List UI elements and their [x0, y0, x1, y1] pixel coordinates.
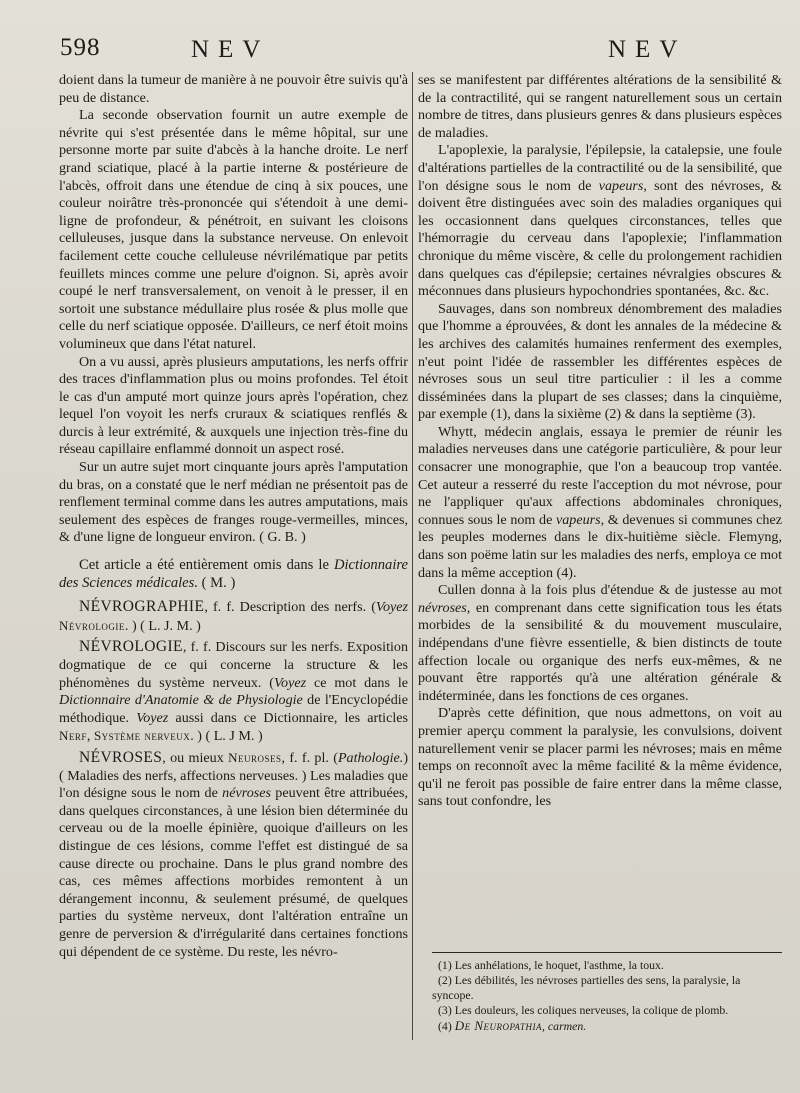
- paragraph-sauvages: [418, 301, 782, 424]
- italic-term: névroses: [418, 599, 467, 616]
- entry-body: de l'Encyclopédie méthodique.: [59, 692, 408, 726]
- dictionary-title: Dictionnaire d'Anatomie & de Physiologie: [59, 692, 303, 709]
- page-number: 598: [60, 34, 101, 61]
- entry-body: aussi dans ce Dictionnaire, les articles: [168, 709, 408, 726]
- headword-nevrographie: NÉVROGRAPHIE: [79, 598, 205, 616]
- separator: ,: [86, 728, 94, 745]
- paragraph-text: , sont des névroses, & doivent être distinguées avec soin des maladies organiques qui les occasionnent dans quelques circonstances, telles que l'hémorragie du cerveau dans l'apoplexie; l'inflammation chronique du même viscère, & celle du prolongement rachidien dans quelques cas d'épilepsie; certaines névralgies obscures & méconnues dans plusieurs hypochondries spontanées, &c. &c.: [418, 177, 782, 300]
- page-header: [60, 34, 770, 70]
- right-column: [418, 72, 782, 811]
- italic-term: vapeurs: [555, 511, 601, 528]
- paragraph-continuation: doient dans la tumeur de manière à ne pouvoir être suivis qu'à peu de distance.: [59, 72, 408, 106]
- entry-nevrologie: [59, 638, 408, 746]
- paragraph-whytt: [418, 424, 782, 582]
- cross-ref-voyez: Voyez: [375, 599, 408, 616]
- italic-term: vapeurs: [598, 177, 644, 194]
- paragraph-second-observation: La seconde observation fournit un autre exemple de névrite qui s'est présentée dans le même hôpital, sur une personne morte par suite d'abcès à la hanche droite. Le nerf grand sciatique, placé à la partie interne & postérieure de l'abcès, offroit dans une étendue de cinq à six pouces, une couleur noirâtre très-prononcée qui s'étendoit à une demi-ligne de profondeur, & pénétroit, en suivant les cloisons celluleuses, jusque dans la substance nerveuse. On enlevoit facilement cette couche celluleuse névrilématique par petits feuillets minces comme une pelure d'oignon. Si, après avoir coupé le nerf transversalement, on venoit à le presser, il en sortoit une substance médullaire plus rosée & plus molle que celle du nerf sciatique opposée. D'ailleurs, ce nerf étoit moins volumineux que dans l'état naturel.: [59, 107, 408, 352]
- omitted-dictionary-title: Dictionnaire des Sciences médicales.: [59, 557, 408, 591]
- cross-ref-voyez: Voyez: [136, 709, 169, 726]
- paragraph-median-nerve: Sur un autre sujet mort cinquante jours après l'amputation du bras, on a constaté que le nerf médian ne présentoit pas de renflement terminal comme dans les autres amputations, mais seulement des espèces de franges rouge-vermeilles, minces, & d'une ligne de longueur environ. ( G. B. ): [59, 459, 408, 546]
- cross-ref-voyez: Voyez: [274, 674, 307, 691]
- entry-body: , f. f. pl. (: [281, 749, 338, 766]
- omitted-signature: ( M. ): [201, 574, 236, 591]
- cited-suffix: , carmen.: [542, 1018, 587, 1033]
- cross-ref-target: Nerf: [59, 728, 87, 744]
- footnote-ref[interactable]: (1): [490, 406, 508, 423]
- footnote-ref[interactable]: (2): [604, 406, 622, 423]
- footnote-rule: [432, 952, 782, 953]
- cross-ref-target: Névrologie: [59, 617, 125, 633]
- entry-body: , f. f. Description des nerfs. (: [204, 599, 376, 616]
- footnotes: [432, 958, 782, 1034]
- subject-label: Pathologie.: [337, 749, 404, 766]
- paragraph-text: , en comprenant dans cette signification tous les états morbides de la sensibilité & du mouvement musculaire, indépendans d'une fièvre essentielle, & bien distincts de toute affection locale ou organique des nerfs eux-mêmes, & ne pouvant être rapportés qu'à une altération générale & indéterminée, dans les fonctions de ces organes.: [418, 599, 782, 704]
- cross-ref-target: Système nerveux: [93, 728, 191, 744]
- paragraph-text: Whytt, médecin anglais, essaya le premier de réunir les maladies nerveuses dans une catégorie particulière, & pour leur consacrer une monographie, que l'on a beaucoup trop vantée. Cet auteur a resserré du reste l'acception du mot névrose, pour ne l'appliquer qu'aux affections abdominales chroniques, connues sous le nom de: [418, 423, 782, 528]
- paragraph-text: .: [572, 564, 577, 581]
- paragraph-text: L'apoplexie, la paralysie, l'épilepsie, la catalepsie, une foule d'altérations partielles de la contractilité ou de la sensibilité, que l'on désigne sous le nom de: [418, 142, 782, 194]
- footnote-2: (2) Les débilités, les névroses partielles des sens, la paralysie, la syncope.: [432, 973, 741, 1002]
- omitted-article-note: [59, 557, 408, 592]
- entry-body: peuvent être attribuées, dans quelques circonstances, à une lésion bien déterminée du cerveau ou de la moelle épinière, quoique d'ailleurs on les distingue de ces lésions, comme l'effet est distingué de sa cause directe ou prochaine. Dans le plus grand nombre des cas, ces mêmes affections morbides remontent à un dérangement inconnu, & seulement présumé, de quelques parties du système nerveux, dont l'altération entraîne un genre de perversion & d'irrégularité dans certaines fonctions qui dépendent de ce système. Du reste, les névro-: [59, 785, 408, 960]
- paragraph-text: Sauvages, dans son nombreux dénombrement des maladies que l'homme a éprouvées, & dont les annales de la médecine & les archives des calamités humaines renferment des exemples, n'eut point l'idée de rassembler les différentes espèces de névroses sous un seul titre particulier : il les a comme disséminées dans la plupart de ses classes; dans la cinquième, par exemple: [418, 300, 782, 423]
- paragraph-cullen: [418, 582, 782, 705]
- entry-body: , f. f. Discours sur les nerfs. Exposition dogmatique de ce qui concerne la structure & les phénomènes du système nerveux. (: [59, 639, 408, 691]
- paragraph-text: & dans la septième: [621, 406, 736, 423]
- footnote-1: (1) Les anhélations, le hoquet, l'asthme, la toux.: [438, 958, 664, 972]
- entry-nevroses: [59, 749, 408, 961]
- headword-nevroses: NÉVROSES: [79, 748, 163, 766]
- paragraph-text: Cullen donna à la fois plus d'étendue & de justesse au mot: [438, 582, 782, 599]
- alternate-term: Neuroses: [228, 749, 282, 765]
- footnote-3: (3) Les douleurs, les coliques nerveuses, la colique de plomb.: [438, 1003, 729, 1018]
- headword-nevrologie: NÉVROLOGIE: [79, 638, 183, 656]
- entry-body: , ou mieux: [162, 749, 229, 766]
- paragraph-definition: D'après cette définition, que nous admettons, on voit au premier aperçu comment la paralysie, les convulsions, doivent naturellement venir se placer parmi les névroses; mais en même temps on reconnoît avec la même facilité & la même évidence, qu'il ne feroit pas possible de faire entrer dans la même classe, sans tout confondre, les: [418, 705, 782, 810]
- footnote-ref[interactable]: (4): [556, 564, 573, 581]
- footnote-number: (4): [438, 1018, 455, 1033]
- paragraph-text: , dans la sixième: [507, 406, 605, 423]
- omitted-text: Cet article a été entièrement omis dans le: [79, 557, 329, 574]
- column-divider: [412, 72, 413, 1040]
- running-head-left: NEV: [191, 36, 270, 63]
- paragraph-continuation: ses se manifestent par différentes altérations de la sensibilité & de la contractilité, qui se rangent naturellement sous un certain nombre de titres, dans plusieurs genres & dans plusieurs espèces de maladies.: [418, 72, 783, 141]
- entry-body: ce mot dans le: [306, 674, 408, 691]
- left-column: [59, 72, 408, 961]
- running-head-right: NEV: [608, 36, 687, 63]
- footnote-4: [432, 1019, 782, 1033]
- paragraph-amputations: On a vu aussi, après plusieurs amputations, les nerfs offrir des traces d'inflammation plus ou moins profondes. Tel étoit le cas d'un amputé mort quinze jours après l'opération, chez lequel l'on voyoit les nerfs cruraux & sciatiques renflés & durcis à leur extrémité, & auxquels une injection très-fine du réseau capillaire enflammé donnoit un aspect rosé.: [59, 353, 408, 458]
- footnote-ref[interactable]: (3): [735, 406, 753, 423]
- paragraph-apoplexie: [418, 142, 782, 300]
- italic-term: névroses: [222, 785, 271, 802]
- paragraph-text: .: [752, 406, 756, 423]
- entry-body: ) ( Maladies des nerfs, affections nerveuses. ) Les maladies que l'on désigne sous le nom de: [59, 749, 409, 802]
- paragraph-text: , & devenues si communes chez les peuples modernes dans le dix-huitième siècle. Flemyng, dans son poëme latin sur les maladies des nerfs, employa ce mot dans la même acception: [418, 511, 782, 581]
- entry-signature: . ) ( L. J M. ): [190, 728, 263, 745]
- entry-signature: . ) ( L. J. M. ): [124, 617, 201, 634]
- entry-nevrographie: [59, 598, 408, 635]
- cited-title: De Neuropathia: [454, 1017, 543, 1033]
